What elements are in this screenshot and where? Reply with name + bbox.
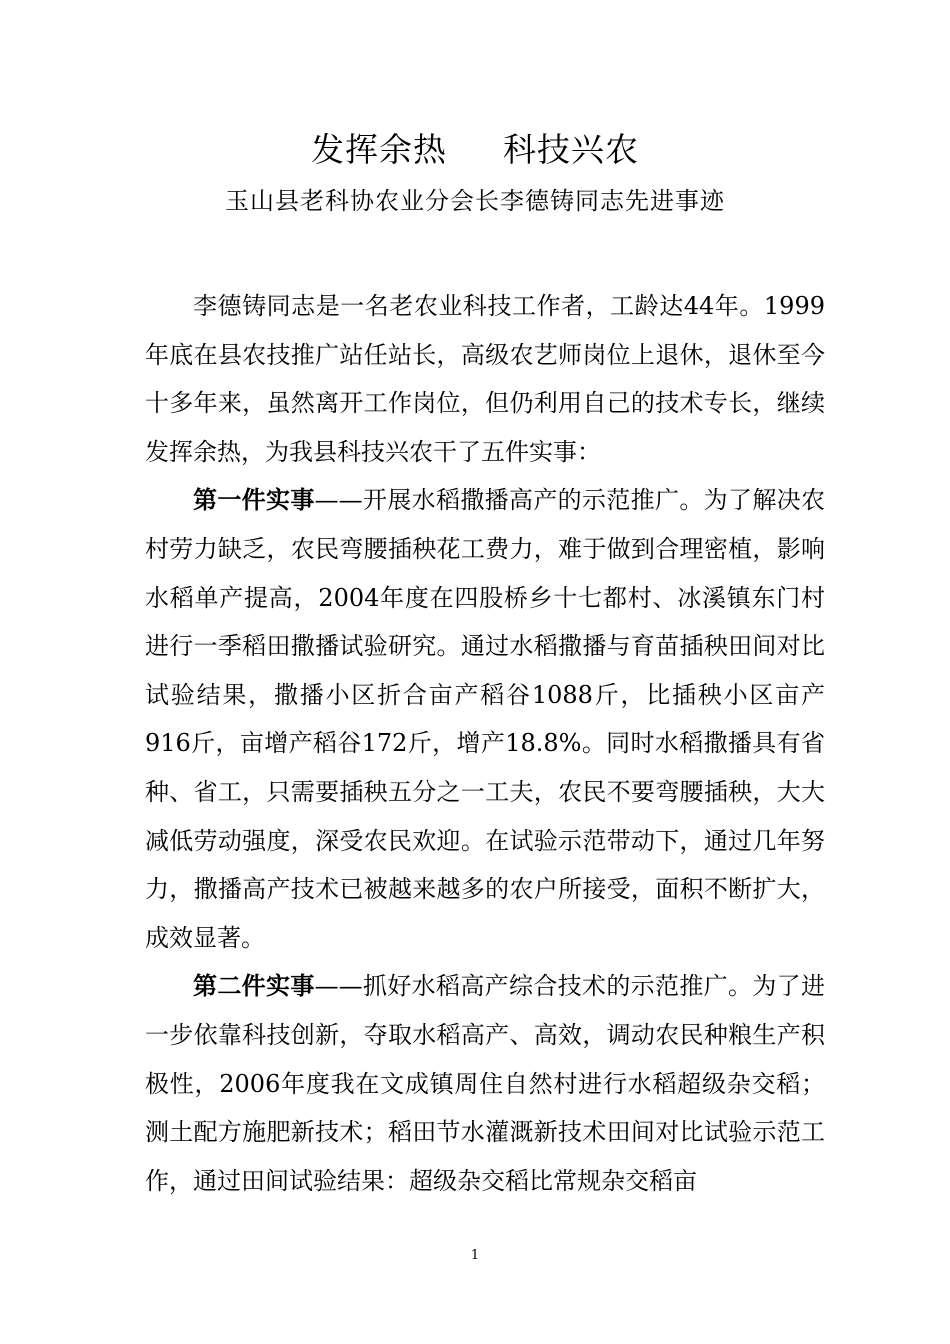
title-part-2: 科技兴农	[503, 130, 639, 169]
paragraph-text: ——抓好水稻高产综合技术的示范推广。为了进一步依靠科技创新，夺取水稻高产、高效，调动农民种粮生产积极性，2006年度我在文成镇周住自然村进行水稻超级杂交稻；测土配方施肥新技术；稻田节水灌溉新技术田间对比试验示范工作，通过田间试验结果：超级杂交稻比常规杂交稻亩	[145, 972, 826, 1195]
paragraph-second-task	[145, 962, 825, 1205]
paragraph-text: ——开展水稻撒播高产的示范推广。为了解决农村劳力缺乏，农民弯腰插秧花工费力，难于做到合理密植，影响水稻单产提高，2004年度在四股桥乡十七都村、冰溪镇东门村进行一季稻田撒播试验研究。通过水稻撒播与育苗插秧田间对比试验结果，撒播小区折合亩产稻谷1088斤，比插秧小区亩产916斤，亩增产稻谷172斤，增产18.8%。同时水稻撒播具有省种、省工，只需要插秧五分之一工夫，农民不要弯腰插秧，大大减低劳动强度，深受农民欢迎。在试验示范带动下，通过几年努力，撒播高产技术已被越来越多的农户所接受，面积不断扩大，成效显著。	[145, 486, 826, 952]
title-part-1: 发挥余热	[311, 130, 447, 169]
document-subtitle: 玉山县老科协农业分会长李德铸同志先进事迹	[225, 187, 725, 215]
paragraph-lead: 第一件实事	[193, 486, 315, 515]
paragraph-text: 李德铸同志是一名老农业科技工作者，工龄达44年。1999年底在县农技推广站任站长，高级农艺师岗位上退休，退休至今十多年来，虽然离开工作岗位，但仍利用自己的技术专长，继续发挥余热，为我县科技兴农干了五件实事：	[145, 292, 825, 466]
document-title	[0, 128, 950, 172]
paragraph-intro	[145, 282, 825, 476]
paragraph-lead: 第二件实事	[193, 972, 315, 1001]
page-number: 1	[470, 1248, 480, 1263]
document-body	[145, 282, 825, 1205]
paragraph-first-task	[145, 476, 825, 962]
